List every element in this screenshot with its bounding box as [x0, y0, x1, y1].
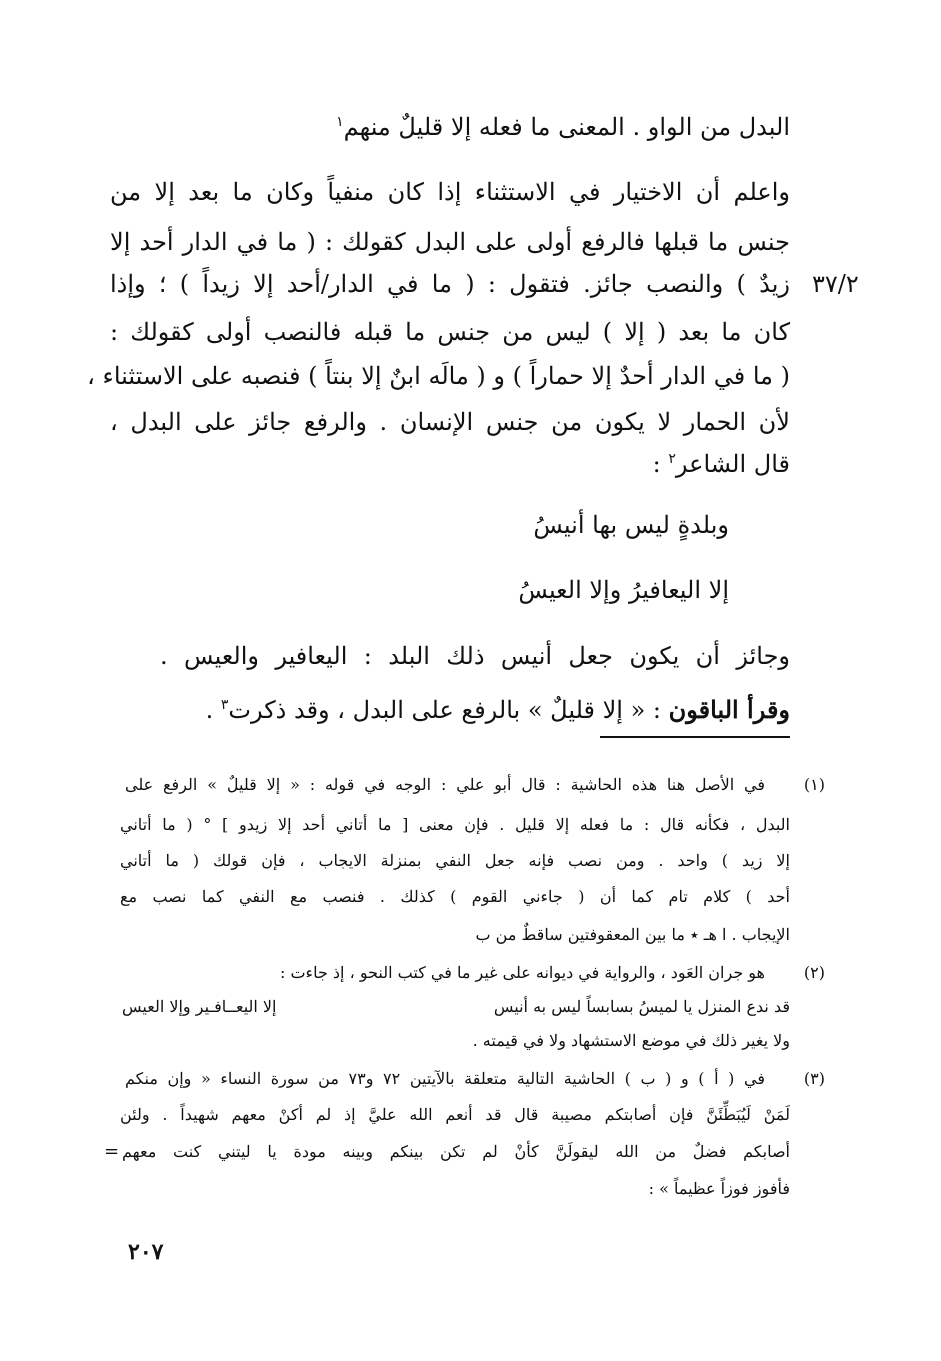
footnote-mark: ٢ [668, 451, 676, 467]
footnote-line: أحد ) كلام تام كما أن ( جاءني القوم ) كذلك . فنصب مع النفي كما نصب مع [120, 887, 790, 906]
body-text: قال الشاعر [675, 450, 790, 478]
footnote-mark: ١ [336, 114, 344, 130]
footnote-line: في ( أ ) و ( ب ) الحاشية التالية متعلقة بالآيتين ٧٢ و٧٣ من سورة النساء « وإن منكم [125, 1069, 766, 1088]
footnote-poem-first-half: قد ندع المنزل يا لميسُ بسابساً ليس به أنيس [493, 997, 790, 1016]
continuation-mark: = [104, 1141, 120, 1162]
body-line-6: ( ما في الدار أحدٌ إلا حماراً ) و ( مالَه ابنٌ إلا بنتاً ) فنصبه على الاستثناء ، [87, 362, 790, 390]
page-number: ٢٠٧ [128, 1239, 164, 1265]
bold-text: وقرأ الباقون [668, 695, 790, 724]
body-line-3: جنس ما قبلها فالرفع أولى على البدل كقولك : ( ما في الدار أحد إلا [110, 228, 790, 256]
footnote-line: هو جران العَود ، والرواية في ديوانه على غير ما في كتب النحو ، إذ جاءت : [280, 963, 765, 982]
footnote-line: الإيجاب . ا هـ ٭ ما بين المعقوفتين ساقطٌ من ب [475, 925, 790, 944]
footnote-number: (٢) [803, 963, 825, 982]
footnote-line: فأفوز فوزاً عظيماً » : [648, 1179, 790, 1198]
verse-line-2: إلا اليعافيرُ وإلا العيسُ [518, 576, 729, 604]
footnote-number: (١) [803, 775, 825, 794]
body-line-7: لأن الحمار لا يكون من جنس الإنسان . والرفع جائز على البدل ، [110, 408, 790, 436]
footnote-line: إلا زيد ) واحد . ومن نصب فإنه جعل النفي بمنزلة الايجاب ، فإن قولك ( ما أتاني [120, 851, 790, 870]
footnote-line: في الأصل هنا هذه الحاشية : قال أبو علي : الوجه في قوله : « إلا قليلٌ » الرفع على [125, 775, 765, 794]
footnote-line: ولا يغير ذلك في موضع الاستشهاد ولا في قيمته . [472, 1031, 790, 1050]
body-text: : « إلا قليلٌ » بالرفع على البدل ، وقد ذكرت [228, 696, 669, 724]
body-line-last [110, 690, 790, 734]
footnote-line: أصابكم فضلٌ من الله ليقولَنَّ كأنْ لم تكن بينكم وبينه مودة يا ليتني كنت معهم [122, 1142, 790, 1161]
body-line-after-verse: وجائز أن يكون جعل أنيس ذلك البلد : اليعافير والعيس . [160, 642, 790, 670]
footnote-divider [600, 736, 790, 738]
footnote-line: لَمَنْ لَيُبَطِّئَنَّ فإن أصابتكم مصيبة قال قد أنعم الله عليَّ إذ لم أكنْ معهم شهيداً . ولئن [120, 1105, 790, 1124]
footnote-number: (٣) [803, 1069, 825, 1088]
body-text: . [205, 696, 221, 724]
body-line-2: واعلم أن الاختيار في الاستثناء إذا كان منفياً وكان ما بعد إلا من [110, 178, 790, 206]
body-line-1 [110, 107, 790, 151]
margin-reference: ٣٧/٢ [812, 270, 859, 298]
footnote-mark: ٣ [220, 697, 229, 713]
body-line-4: زيدٌ ) والنصب جائز. فتقول : ( ما في الدار/أحد إلا زيداً ) ؛ وإذا [110, 270, 790, 298]
body-text: : [652, 450, 669, 478]
body-line-8 [110, 444, 790, 488]
body-line-5: كان ما بعد ( إلا ) ليس من جنس ما قبله فالنصب أولى كقولك : [110, 318, 790, 346]
body-text: البدل من الواو . المعنى ما فعله إلا قليلٌ منهم [343, 113, 790, 141]
verse-line-1: وبلدةٍ ليس بها أنيسُ [533, 511, 729, 539]
footnote-poem-second-half: إلا اليعــافـير وإلا العيس [122, 997, 277, 1016]
footnote-line: البدل ، فكأنه قال : ما فعله إلا قليل . فإن معنى [ ما أتاني أحد إلا زيدو ] ° ( ما أتاني [120, 815, 790, 834]
